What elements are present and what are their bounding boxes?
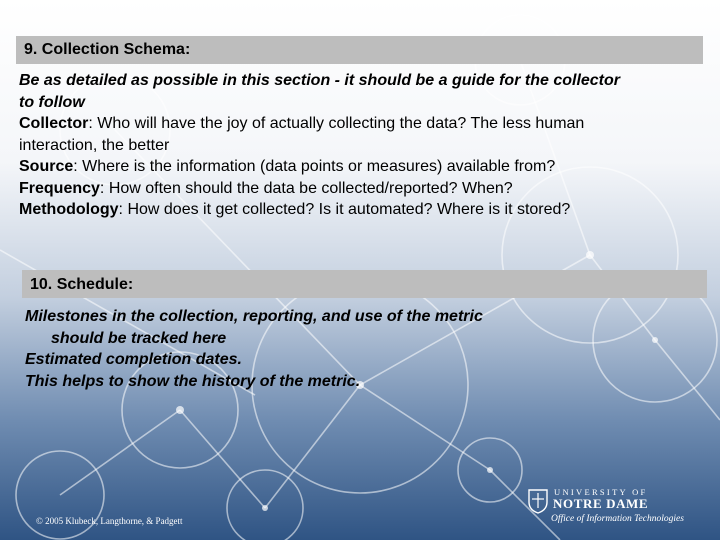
schedule-line: This helps to show the history of the metric. — [25, 372, 361, 390]
source-term: Source — [19, 158, 74, 175]
methodology-item — [19, 199, 709, 221]
frequency-item — [19, 178, 709, 200]
section-10-header — [22, 270, 707, 298]
collector-item — [19, 113, 709, 156]
collector-term: Collector — [19, 115, 89, 132]
methodology-text: : How does it get collected? Is it automated? Where is it stored? — [118, 201, 571, 218]
university-logo — [527, 486, 717, 528]
university-seal-icon — [527, 488, 549, 514]
schedule-line: should be tracked here — [51, 329, 227, 347]
copyright-footer: © 2005 Klubeck, Langthorne, & Padgett — [36, 516, 183, 526]
schedule-line: Milestones in the collection, reporting, and use of the metric — [25, 308, 483, 325]
source-text: : Where is the information (data points or measures) available from? — [73, 158, 556, 175]
schedule-line: Estimated completion dates. — [25, 351, 242, 368]
intro-line: Be as detailed as possible in this section - it should be a guide for the collector — [19, 72, 621, 89]
frequency-term: Frequency — [19, 179, 100, 197]
intro-line: to follow — [19, 93, 85, 111]
section-9-number: 9. — [24, 41, 38, 58]
frequency-text: : How often should the data be collected/reported? When? — [99, 179, 513, 197]
logo-top-line: UNIVERSITY OF — [554, 487, 648, 497]
methodology-term: Methodology — [19, 201, 119, 218]
logo-name: NOTRE DAME — [553, 496, 649, 511]
section-10-body — [25, 306, 645, 392]
source-item — [19, 156, 709, 178]
collector-text-continued: interaction, the better — [19, 136, 170, 154]
collector-text: : Who will have the joy of actually collecting the data? The less human — [88, 115, 585, 132]
section-9-body — [19, 70, 709, 221]
section-10-number: 10. — [30, 276, 53, 293]
section-10-title: Schedule: — [56, 276, 134, 293]
section-9-intro — [19, 70, 709, 113]
section-9-title: Collection Schema: — [41, 41, 191, 58]
logo-office: Office of Information Technologies — [551, 514, 684, 524]
section-9-header — [16, 36, 703, 64]
